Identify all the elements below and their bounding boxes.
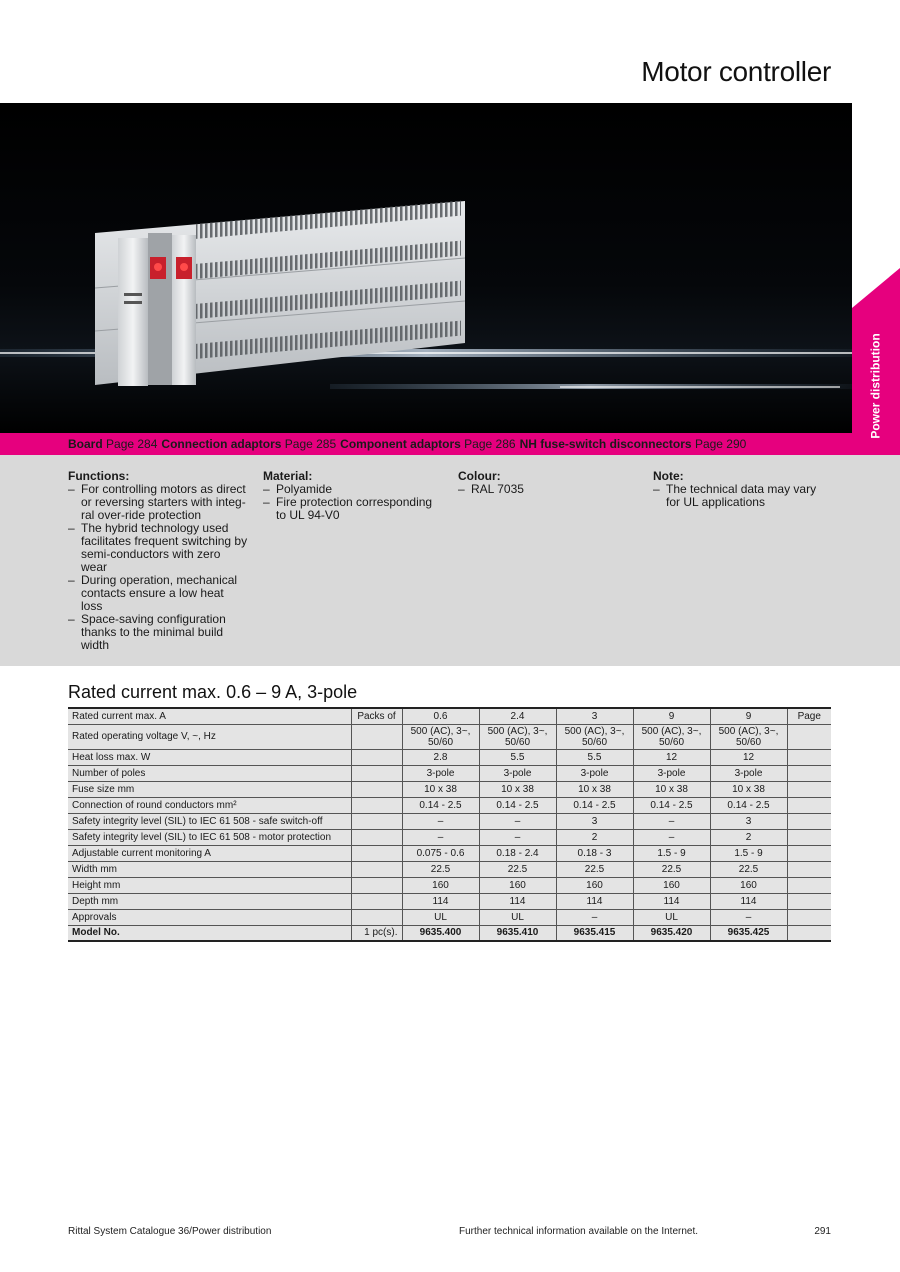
value-cell: 10 x 38 <box>479 781 556 797</box>
row-label: Width mm <box>68 861 351 877</box>
value-cell: 0.6 <box>402 708 479 724</box>
footer-catalogue: Rittal System Catalogue 36/Power distribution <box>68 1226 272 1237</box>
row-label: Rated current max. A <box>68 708 351 724</box>
cross-reference-bar <box>0 433 852 455</box>
page-cell <box>787 749 831 765</box>
value-cell: 0.18 - 3 <box>556 845 633 861</box>
page-title: Motor controller <box>641 56 831 87</box>
functions-item: – During operation, mechanical contacts ensure a low heat loss <box>68 574 248 613</box>
table-row <box>68 829 831 845</box>
value-cell: 3-pole <box>633 765 710 781</box>
value-cell: 3 <box>710 813 787 829</box>
row-label: Safety integrity level (SIL) to IEC 61 508 - safe switch-off <box>68 813 351 829</box>
functions-item: – Space-saving configuration thanks to the minimal build width <box>68 613 248 652</box>
value-cell: 10 x 38 <box>633 781 710 797</box>
row-label: Model No. <box>68 925 351 941</box>
page-number: 291 <box>814 1226 831 1237</box>
page-cell <box>787 877 831 893</box>
product-image <box>0 103 852 433</box>
table-row <box>68 845 831 861</box>
value-cell: UL <box>402 909 479 925</box>
row-label: Number of poles <box>68 765 351 781</box>
ref-link-nh-fuse-switch[interactable]: NH fuse-switch disconnectors Page 290 <box>519 437 747 451</box>
colour-block <box>458 470 633 496</box>
packs-cell <box>351 845 402 861</box>
value-cell: 0.14 - 2.5 <box>402 797 479 813</box>
page-cell <box>787 925 831 941</box>
note-item: – The technical data may vary for UL applications <box>653 483 833 509</box>
value-cell: 2 <box>556 829 633 845</box>
value-cell: 500 (AC), 3~, 50/60 <box>402 724 479 749</box>
packs-cell <box>351 877 402 893</box>
value-cell: 5.5 <box>556 749 633 765</box>
packs-cell <box>351 829 402 845</box>
table-row <box>68 749 831 765</box>
value-cell: 22.5 <box>633 861 710 877</box>
value-cell: 22.5 <box>556 861 633 877</box>
colour-heading: Colour: <box>458 469 501 483</box>
value-cell: 9635.420 <box>633 925 710 941</box>
packs-cell: Packs of <box>351 708 402 724</box>
table-row <box>68 708 831 724</box>
value-cell: 0.14 - 2.5 <box>710 797 787 813</box>
value-cell: – <box>402 829 479 845</box>
value-cell: 9635.425 <box>710 925 787 941</box>
packs-cell <box>351 724 402 749</box>
page-cell <box>787 813 831 829</box>
table-row <box>68 797 831 813</box>
value-cell: 3-pole <box>556 765 633 781</box>
page-cell <box>787 765 831 781</box>
value-cell: 12 <box>710 749 787 765</box>
packs-cell <box>351 909 402 925</box>
value-cell: – <box>479 813 556 829</box>
table-row <box>68 724 831 749</box>
table-row <box>68 893 831 909</box>
value-cell: 22.5 <box>402 861 479 877</box>
row-label: Heat loss max. W <box>68 749 351 765</box>
row-label: Approvals <box>68 909 351 925</box>
functions-item: – The hybrid technology used facilitates frequent switching by semi-conductors with zero wear <box>68 522 248 574</box>
packs-cell <box>351 749 402 765</box>
value-cell: – <box>633 813 710 829</box>
packs-cell <box>351 813 402 829</box>
value-cell: – <box>556 909 633 925</box>
value-cell: 160 <box>479 877 556 893</box>
table-row <box>68 781 831 797</box>
value-cell: 114 <box>402 893 479 909</box>
value-cell: 0.075 - 0.6 <box>402 845 479 861</box>
product-info-panel <box>0 455 900 666</box>
row-label: Rated operating voltage V, ~, Hz <box>68 724 351 749</box>
value-cell: 500 (AC), 3~, 50/60 <box>633 724 710 749</box>
table-row <box>68 813 831 829</box>
value-cell: 22.5 <box>479 861 556 877</box>
ref-link-connection-adaptors[interactable]: Connection adaptors Page 285 <box>161 437 337 451</box>
colour-item: – RAL 7035 <box>458 483 633 496</box>
row-label: Connection of round conductors mm² <box>68 797 351 813</box>
table-row <box>68 861 831 877</box>
table-row <box>68 765 831 781</box>
value-cell: 3 <box>556 813 633 829</box>
page-cell <box>787 781 831 797</box>
packs-cell <box>351 765 402 781</box>
page-cell: Page <box>787 708 831 724</box>
page-cell <box>787 909 831 925</box>
value-cell: 114 <box>556 893 633 909</box>
value-cell: 10 x 38 <box>710 781 787 797</box>
value-cell: 500 (AC), 3~, 50/60 <box>710 724 787 749</box>
value-cell: 3-pole <box>479 765 556 781</box>
spec-table <box>68 707 831 942</box>
value-cell: 0.14 - 2.5 <box>479 797 556 813</box>
row-label: Safety integrity level (SIL) to IEC 61 508 - motor protection <box>68 829 351 845</box>
material-item: – Fire protection corresponding to UL 94-V0 <box>263 496 438 522</box>
note-heading: Note: <box>653 469 684 483</box>
value-cell: UL <box>479 909 556 925</box>
packs-cell <box>351 781 402 797</box>
material-item: – Polyamide <box>263 483 438 496</box>
value-cell: 9 <box>633 708 710 724</box>
material-block <box>263 470 438 522</box>
page-cell <box>787 724 831 749</box>
value-cell: 22.5 <box>710 861 787 877</box>
ref-link-component-adaptors[interactable]: Component adaptors Page 286 <box>340 437 516 451</box>
value-cell: 9 <box>710 708 787 724</box>
page-cell <box>787 845 831 861</box>
ref-link-board[interactable]: Board Page 284 <box>68 437 158 451</box>
row-label: Fuse size mm <box>68 781 351 797</box>
value-cell: 2.4 <box>479 708 556 724</box>
value-cell: 9635.415 <box>556 925 633 941</box>
value-cell: 0.18 - 2.4 <box>479 845 556 861</box>
material-heading: Material: <box>263 469 313 483</box>
value-cell: 114 <box>479 893 556 909</box>
section-tab-label: Power distribution <box>869 332 883 439</box>
value-cell: 10 x 38 <box>402 781 479 797</box>
value-cell: 9635.400 <box>402 925 479 941</box>
page-cell <box>787 893 831 909</box>
value-cell: 114 <box>710 893 787 909</box>
value-cell: – <box>710 909 787 925</box>
value-cell: 12 <box>633 749 710 765</box>
page-cell <box>787 861 831 877</box>
value-cell: 500 (AC), 3~, 50/60 <box>556 724 633 749</box>
section-title: Rated current max. 0.6 – 9 A, 3-pole <box>68 682 358 702</box>
value-cell: – <box>402 813 479 829</box>
note-block <box>653 470 833 509</box>
table-row <box>68 925 831 941</box>
packs-cell: 1 pc(s). <box>351 925 402 941</box>
value-cell: 2.8 <box>402 749 479 765</box>
page-cell <box>787 797 831 813</box>
value-cell: 10 x 38 <box>556 781 633 797</box>
value-cell: 160 <box>402 877 479 893</box>
value-cell: 9635.410 <box>479 925 556 941</box>
value-cell: 3-pole <box>710 765 787 781</box>
footer-info: Further technical information available on the Internet. <box>459 1226 699 1237</box>
value-cell: 0.14 - 2.5 <box>556 797 633 813</box>
packs-cell <box>351 797 402 813</box>
value-cell: – <box>479 829 556 845</box>
table-row <box>68 877 831 893</box>
page-cell <box>787 829 831 845</box>
value-cell: 1.5 - 9 <box>710 845 787 861</box>
value-cell: 3 <box>556 708 633 724</box>
functions-block <box>68 470 248 652</box>
row-label: Height mm <box>68 877 351 893</box>
value-cell: 160 <box>556 877 633 893</box>
functions-heading: Functions: <box>68 469 130 483</box>
value-cell: 160 <box>633 877 710 893</box>
value-cell: 160 <box>710 877 787 893</box>
value-cell: 1.5 - 9 <box>633 845 710 861</box>
value-cell: 5.5 <box>479 749 556 765</box>
row-label: Depth mm <box>68 893 351 909</box>
value-cell: 3-pole <box>402 765 479 781</box>
table-row <box>68 909 831 925</box>
value-cell: 114 <box>633 893 710 909</box>
value-cell: – <box>633 829 710 845</box>
value-cell: 500 (AC), 3~, 50/60 <box>479 724 556 749</box>
value-cell: 2 <box>710 829 787 845</box>
functions-item: – For controlling motors as direct or reversing starters with integ-ral over-ride protection <box>68 483 248 522</box>
packs-cell <box>351 893 402 909</box>
row-label: Adjustable current monitoring A <box>68 845 351 861</box>
packs-cell <box>351 861 402 877</box>
value-cell: 0.14 - 2.5 <box>633 797 710 813</box>
value-cell: UL <box>633 909 710 925</box>
